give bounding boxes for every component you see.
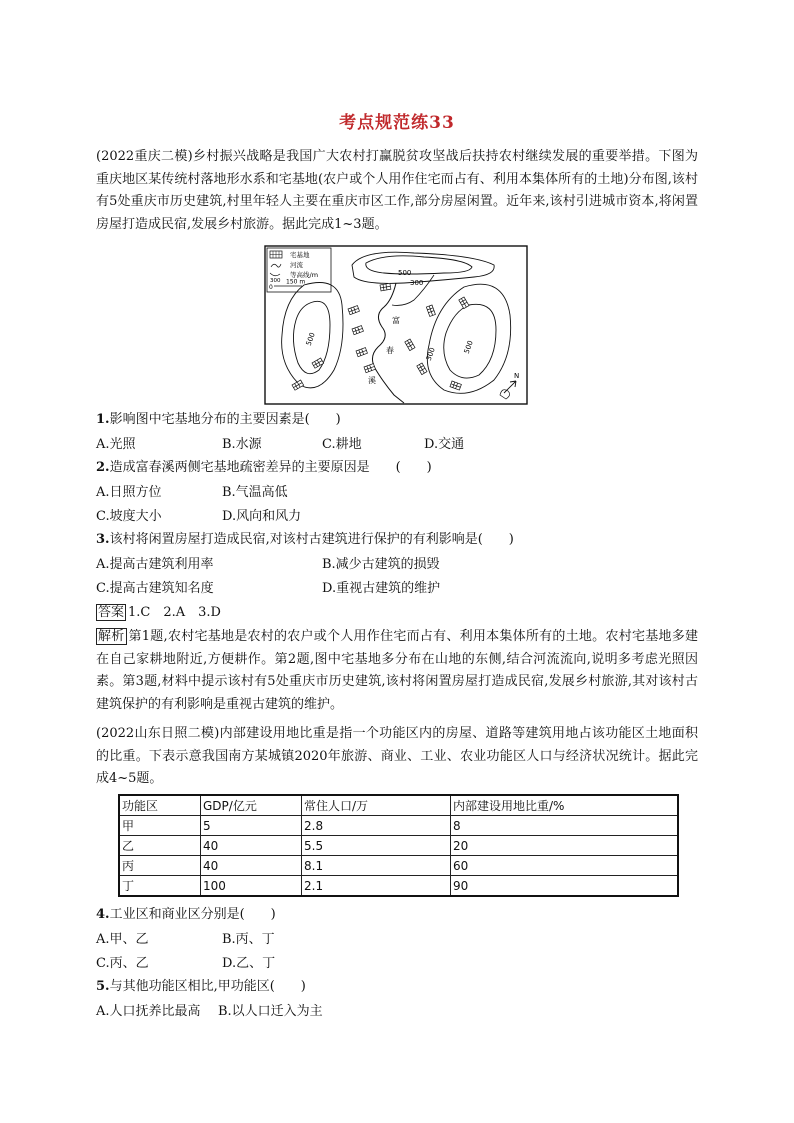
question-5-text: 与其他功能区相比,甲功能区( ): [109, 979, 306, 994]
table-cell: 20: [451, 836, 679, 856]
question-3-number: 3.: [96, 532, 110, 547]
question-2-text: 造成富春溪两侧宅基地疏密差异的主要原因是 ( ): [109, 460, 432, 475]
table-cell: 8.1: [302, 856, 451, 876]
label-300-right: 300: [424, 346, 437, 362]
table-cell: 乙: [119, 836, 201, 856]
question-2: [96, 457, 432, 479]
north-label: N: [514, 372, 520, 380]
question-3: [96, 529, 514, 551]
q1-option-c[interactable]: C.耕地: [322, 437, 362, 452]
legend-house-label: 宅基地: [290, 251, 310, 259]
answer-label: 答案: [98, 605, 125, 620]
scale-150: 150 m: [286, 278, 306, 286]
table-row: [119, 836, 678, 856]
answer-line: [96, 602, 221, 624]
river-label-2: 春: [386, 346, 394, 355]
q1-option-a[interactable]: A.光照: [96, 437, 136, 452]
question-2-options-row1: [96, 481, 656, 503]
analysis-text: 第1题,农村宅基地是农村的农户或个人用作住宅而占有、利用本集体所有的土地。农村宅基地多建在自己家耕地附近,方便耕作。第2题,图中宅基地多分布在山地的东侧,结合河流流向,说明多考虑光照因素。第3题,材料中提示该村有5处重庆市历史建筑,该村将闲置房屋打造成民宿,发展乡村旅游,其对该村古建筑保护的有利影响是重视古建筑的维护。: [96, 629, 698, 712]
label-500-top: 500: [398, 269, 412, 277]
question-2-options-row2: [96, 505, 656, 527]
table-header-row: [119, 795, 678, 816]
table-cell: 40: [201, 856, 302, 876]
table-row: [119, 816, 678, 836]
question-1-number: 1.: [96, 412, 110, 427]
question-3-options-row1: [96, 553, 656, 575]
river-label-1: 富: [392, 316, 400, 325]
q4-option-b[interactable]: B.丙、丁: [222, 932, 275, 947]
question-3-options-row2: [96, 577, 656, 599]
village-map: [264, 245, 528, 405]
answer-text: 1.C 2.A 3.D: [128, 605, 221, 620]
legend-300-label: 300: [270, 278, 281, 284]
intro-passage-1: (2022重庆二模)乡村振兴战略是我国广大农村打赢脱贫攻坚战后扶持农村继续发展的重要举措。下图为重庆地区某传统村落地形水系和宅基地(农户或个人用作住宅而占有、利用本集体所有的土地)分布图,该村有5处重庆市历史建筑,村里年轻人主要在重庆市区工作,部分房屋闲置。近年来,该村引进城市资本,将闲置房屋打造成民宿,发展乡村旅游。据此完成1~3题。: [96, 149, 698, 232]
table-cell: 40: [201, 836, 302, 856]
table-cell: 丁: [119, 876, 201, 897]
legend-river-label: 河流: [290, 261, 303, 269]
table-header-cell: 内部建设用地比重/%: [451, 795, 679, 816]
table-cell: 2.1: [302, 876, 451, 897]
q3-option-c[interactable]: C.提高古建筑知名度: [96, 581, 214, 596]
q2-option-d[interactable]: D.风向和风力: [222, 509, 302, 524]
q1-option-d[interactable]: D.交通: [424, 437, 465, 452]
table-header-cell: 常住人口/万: [302, 795, 451, 816]
q4-option-c[interactable]: C.丙、乙: [96, 956, 149, 971]
q3-option-b[interactable]: B.减少古建筑的损毁: [322, 557, 440, 572]
analysis-label: 解析: [98, 629, 125, 644]
question-4-options-row1: [96, 928, 656, 950]
river-label-3: 溪: [368, 376, 376, 385]
question-1-text: 影响图中宅基地分布的主要因素是( ): [109, 412, 341, 427]
q2-option-c[interactable]: C.坡度大小: [96, 509, 162, 524]
house-icon: [380, 283, 391, 291]
q3-option-a[interactable]: A.提高古建筑利用率: [96, 557, 214, 572]
question-4-number: 4.: [96, 907, 110, 922]
table-cell: 60: [451, 856, 679, 876]
question-4-options-row2: [96, 952, 656, 974]
q5-option-a[interactable]: A.人口抚养比最高: [96, 1004, 201, 1019]
label-500-left: 500: [304, 331, 317, 347]
question-4-text: 工业区和商业区分别是( ): [109, 907, 276, 922]
question-4: [96, 904, 276, 926]
table-cell: 丙: [119, 856, 201, 876]
table-cell: 8: [451, 816, 679, 836]
question-3-text: 该村将闲置房屋打造成民宿,对该村古建筑进行保护的有利影响是( ): [109, 532, 514, 547]
table-cell: 90: [451, 876, 679, 897]
legend-contour-label: 等高线/m: [290, 271, 319, 279]
scale-zero: 0: [269, 284, 273, 291]
q4-option-d[interactable]: D.乙、丁: [222, 956, 276, 971]
q5-option-b[interactable]: B.以人口迁入为主: [218, 1004, 323, 1019]
analysis-block: [96, 626, 698, 716]
question-2-number: 2.: [96, 460, 110, 475]
q2-option-a[interactable]: A.日照方位: [96, 485, 162, 500]
table-row: [119, 856, 678, 876]
table-header-cell: 功能区: [119, 795, 201, 816]
q1-option-b[interactable]: B.水源: [222, 437, 262, 452]
q4-option-a[interactable]: A.甲、乙: [96, 932, 149, 947]
function-zone-table: [118, 794, 679, 897]
question-5-options-row1: [96, 1000, 656, 1022]
label-300-top: 300: [410, 279, 424, 287]
table-cell: 甲: [119, 816, 201, 836]
question-5-number: 5.: [96, 979, 110, 994]
q2-option-b[interactable]: B.气温高低: [222, 485, 288, 500]
table-cell: 5: [201, 816, 302, 836]
question-5: [96, 976, 306, 998]
table-row: [119, 876, 678, 897]
question-1: [96, 409, 341, 431]
question-1-options: [96, 433, 656, 455]
table-cell: 2.8: [302, 816, 451, 836]
table-cell: 100: [201, 876, 302, 897]
table-header-cell: GDP/亿元: [201, 795, 302, 816]
intro-passage-2: (2022山东日照二模)内部建设用地比重是指一个功能区内的房屋、道路等建筑用地占该功能区土地面积的比重。下表示意我国南方某城镇2020年旅游、商业、工业、农业功能区人口与经济状况统计。据此完成4~5题。: [96, 726, 698, 786]
label-500-right: 500: [462, 339, 475, 355]
table-cell: 5.5: [302, 836, 451, 856]
page-title: 考点规范练33: [339, 113, 455, 133]
q3-option-d[interactable]: D.重视古建筑的维护: [322, 581, 441, 596]
